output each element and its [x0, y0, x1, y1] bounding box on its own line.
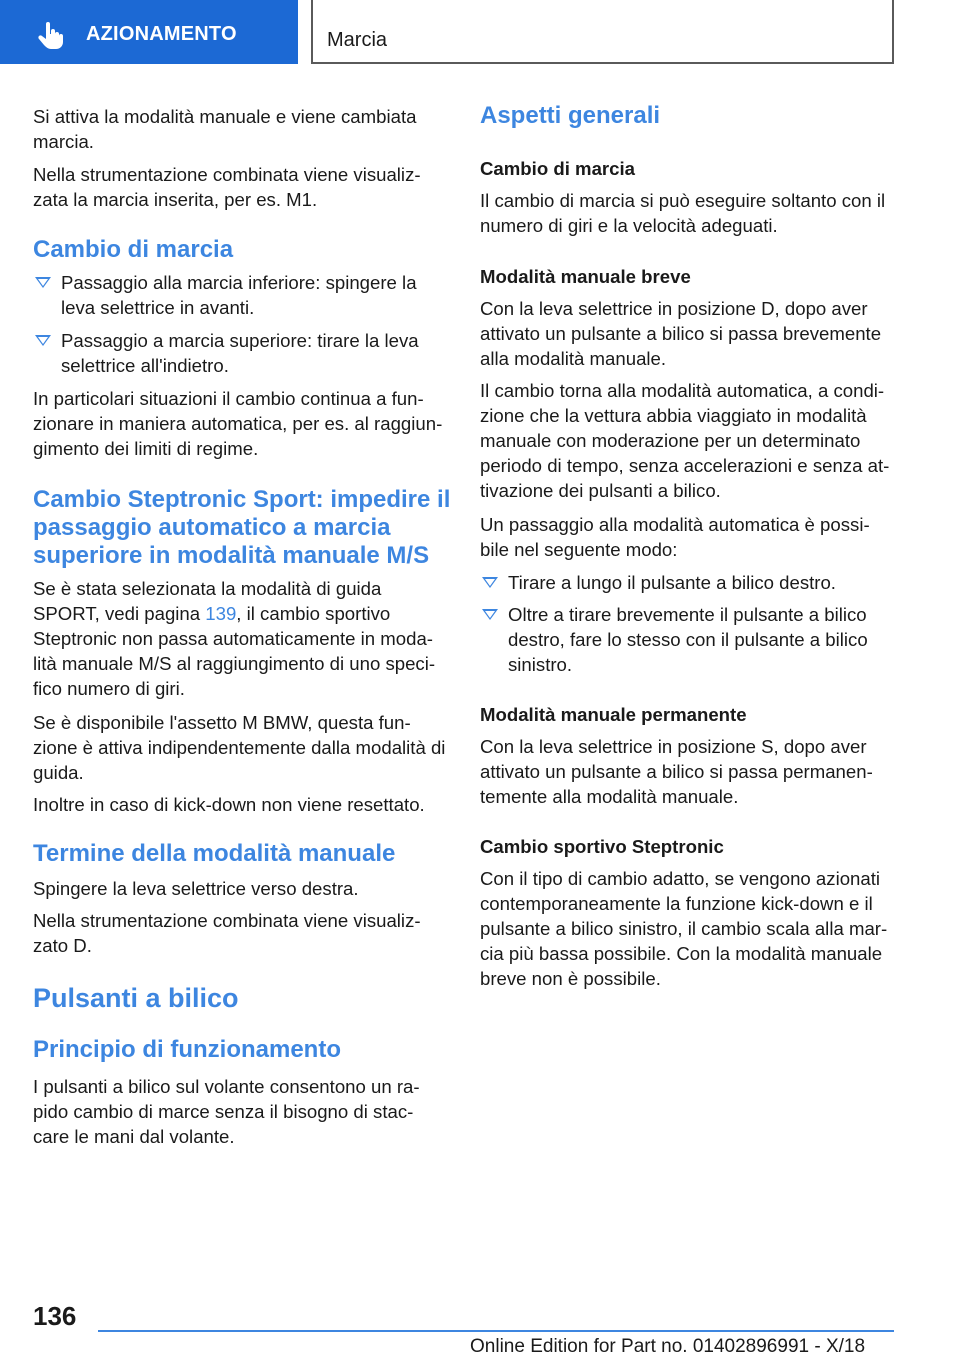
permanente-paragraph: Con la leva selettrice in posizione S, dopo aver attivato un pulsante a bilico si passa permanen- temente alla modalità manuale.	[480, 736, 873, 807]
section-heading-sport: Cambio Steptronic Sport: impedire il passaggio automatico a marcia superiore in modalità manuale M/S	[33, 486, 451, 569]
list-item	[480, 602, 908, 677]
triangle-bullet-icon	[482, 577, 498, 588]
chapter-title: Marcia	[327, 29, 388, 51]
hand-pointer-icon	[38, 22, 64, 50]
cambio-paragraph: Il cambio di marcia si può eseguire soltanto con il numero di giri e la velocità adeguati.	[480, 190, 886, 236]
triangle-bullet-icon	[35, 277, 51, 288]
section-label: AZIONAMENTO	[86, 23, 237, 45]
list-item-text: Passaggio a marcia superiore: tirare la leva selettrice all'indietro.	[61, 330, 419, 376]
subheading-breve: Modalità manuale breve	[480, 266, 691, 287]
sport-paragraph-1	[33, 576, 451, 701]
footer-edition: Online Edition for Part no. 01402896991 - X/18	[470, 1336, 866, 1357]
sport-paragraph-2: Se è disponibile l'assetto M BMW, questa fun- zione è attiva indipendentemente dalla modalità di guida.	[33, 712, 446, 783]
intro-paragraph-2: Nella strumentazione combinata viene visualiz- zata la marcia inserita, per es. M1.	[33, 164, 421, 210]
subheading-cambio: Cambio di marcia	[480, 158, 635, 179]
termine-paragraph-1: Spingere la leva selettrice verso destra.	[33, 878, 359, 899]
breve-paragraph-3: Un passaggio alla modalità automatica è possi- bile nel seguente modo:	[480, 514, 870, 560]
chapter-box	[311, 0, 894, 64]
sport-paragraph-3: Inoltre in caso di kick-down non viene resettato.	[33, 794, 425, 815]
sport-text-b: , il cambio sportivo Steptronic non passa automaticamente in moda- lità manuale M/S al raggiungimento di uno speci- fico numero di giri.	[33, 603, 436, 699]
footer-divider	[98, 1330, 894, 1332]
intro-paragraph-1: Si attiva la modalità manuale e viene cambiata marcia.	[33, 106, 417, 152]
subheading-sportivo: Cambio sportivo Steptronic	[480, 836, 724, 857]
section-heading-aspetti: Aspetti generali	[480, 102, 661, 129]
list-item	[480, 570, 908, 595]
section-heading-termine: Termine della modalità manuale	[33, 840, 396, 867]
list-item-text: Oltre a tirare brevemente il pulsante a bilico destro, fare lo stesso con il pulsante a bilico sinistro.	[508, 604, 868, 675]
list-item	[33, 270, 451, 320]
section-heading-principio: Principio di funzionamento	[33, 1036, 341, 1063]
triangle-bullet-icon	[35, 335, 51, 346]
page-link[interactable]: 139	[205, 603, 237, 624]
breve-paragraph-1: Con la leva selettrice in posizione D, dopo aver attivato un pulsante a bilico si passa brevemente alla modalità manuale.	[480, 298, 882, 369]
termine-paragraph-2: Nella strumentazione combinata viene visualiz- zato D.	[33, 910, 421, 956]
breve-paragraph-2: Il cambio torna alla modalità automatica, a condi- zione che la vettura abbia viaggiato in modalità manuale con moderazione per un determinato periodo di tempo, senza accelerazioni e senza at- tivazione dei pulsanti a bilico.	[480, 380, 890, 501]
chapter-heading-pulsanti: Pulsanti a bilico	[33, 983, 239, 1013]
page-number: 136	[33, 1301, 77, 1331]
sport-text-a: Se è stata selezionata la modalità di guida SPORT, vedi pagina	[33, 578, 382, 624]
cambio-paragraph: In particolari situazioni il cambio continua a fun- zionare in maniera automatica, per es. al raggiun- gimento dei limiti di regime.	[33, 388, 443, 459]
list-item	[33, 328, 451, 378]
section-tab	[0, 0, 298, 64]
list-item-text: Tirare a lungo il pulsante a bilico destro.	[508, 572, 836, 593]
subheading-permanente: Modalità manuale permanente	[480, 704, 747, 725]
list-item-text: Passaggio alla marcia inferiore: spingere la leva selettrice in avanti.	[61, 272, 417, 318]
triangle-bullet-icon	[482, 609, 498, 620]
principio-paragraph: I pulsanti a bilico sul volante consentono un ra- pido cambio di marce senza il bisogno di stac- care le mani dal volante.	[33, 1076, 420, 1147]
sportivo-paragraph: Con il tipo di cambio adatto, se vengono azionati contemporaneamente la funzione kick-down e il pulsante a bilico sinistro, il cambio scala alla mar- cia più bassa possibile. Con la modalità manuale breve non è possibile.	[480, 868, 888, 989]
section-heading-cambio: Cambio di marcia	[33, 236, 234, 263]
